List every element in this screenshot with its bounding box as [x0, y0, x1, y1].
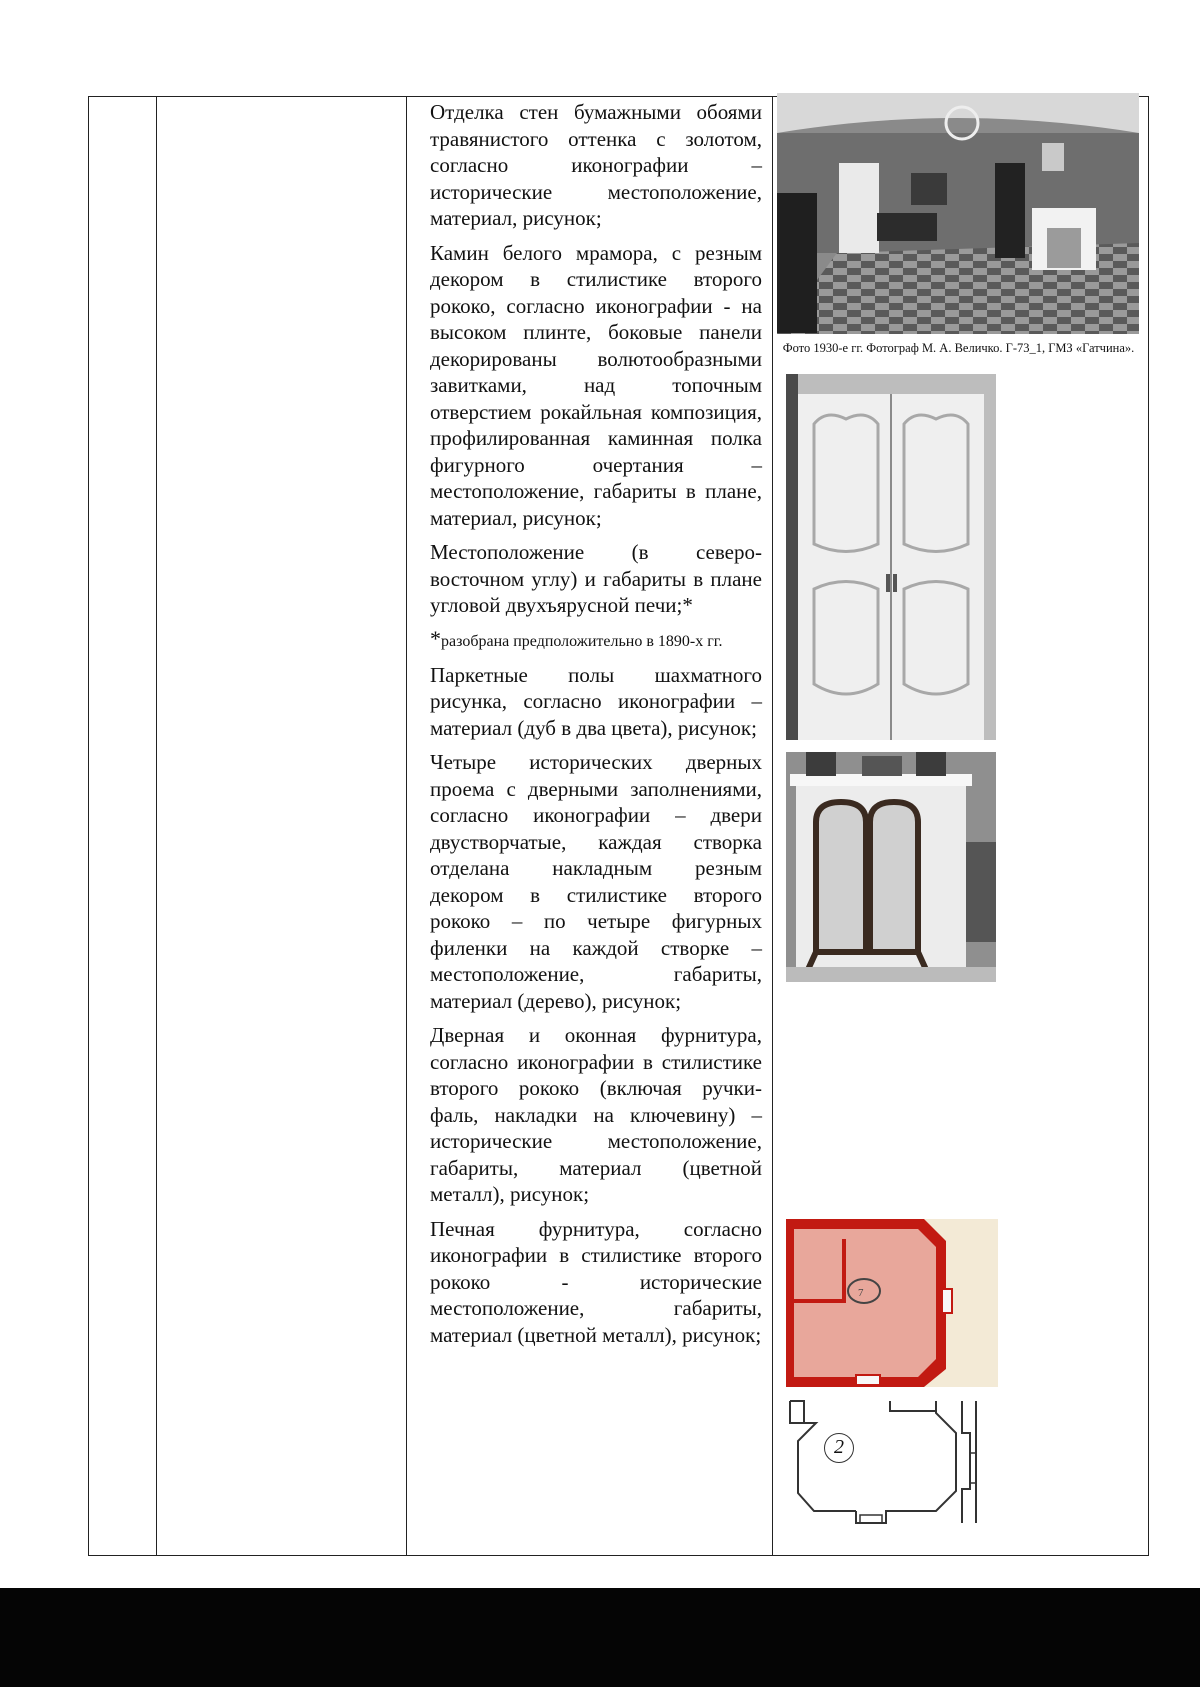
- footnote-text: разобрана предположительно в 1890-х гг.: [441, 632, 723, 650]
- colored-floor-plan: [786, 1219, 998, 1387]
- svg-text:7: 7: [858, 1287, 864, 1299]
- column-divider-3: [772, 97, 773, 1555]
- line-floor-plan: [786, 1393, 991, 1528]
- paragraph-walls: Отделка стен бумажными обоями травянистого оттенка с золотом, согласно иконографии – исторические местоположение, материал, рисунок;: [430, 100, 762, 230]
- paragraph-fireplace: Камин белого мрамора, с резным декором в стилистике второго рококо, согласно иконографии - на высоком плинте, боковые панели декорированы волютообразными завитками, над топочным отверстием рокайльная композиция, профилированная каминная полка фигурного очертания – местоположение, габариты в плане, материал, рисунок;: [430, 240, 762, 530]
- column-divider-2: [406, 97, 407, 1555]
- paragraph-stove-hardware: Печная фурнитура, согласно иконографии в стилистике второго рококо - исторические местоположение, габариты, материал (цветной металл), рисунок;: [430, 1216, 762, 1347]
- scan-bottom-edge: [0, 1588, 1200, 1687]
- plan-room-number: 2: [824, 1433, 854, 1463]
- paragraph-doors: Четыре исторических дверных проема с дверными заполнениями, согласно иконографии – двери двустворчатые, каждая створка отделана накладным резным декором в стилистике второго рококо – по четыре фигурных филенки на каждой створке – местоположение, габариты, материал (дерево), рисунок;: [430, 750, 762, 1013]
- footnote: [430, 627, 762, 654]
- paragraph-stove: Местоположение (в северо-восточном углу) и габариты в плане угловой двухъярусной печи;*: [430, 540, 762, 617]
- paragraph-floors: Паркетные полы шахматного рисунка, согласно иконографии – материал (дуб в два цвета), рисунок;: [430, 662, 762, 740]
- interior-photo: [777, 93, 1139, 334]
- description-column: [420, 97, 772, 1356]
- paragraph-hardware: Дверная и оконная фурнитура, согласно иконографии в стилистике второго рококо (включая ручки-фаль, накладки на ключевину) – исторические местоположение, габариты, материал (цветной металл), рисунок;: [430, 1023, 762, 1206]
- photo-caption: Фото 1930-е гг. Фотограф М. А. Величко. Г-73_1, ГМЗ «Гатчина».: [782, 341, 1135, 355]
- door-photo: [786, 374, 996, 740]
- column-divider-1: [156, 97, 157, 1555]
- fireplace-photo: [786, 752, 996, 982]
- content-table: [88, 96, 1149, 1556]
- footnote-star: *: [430, 625, 441, 651]
